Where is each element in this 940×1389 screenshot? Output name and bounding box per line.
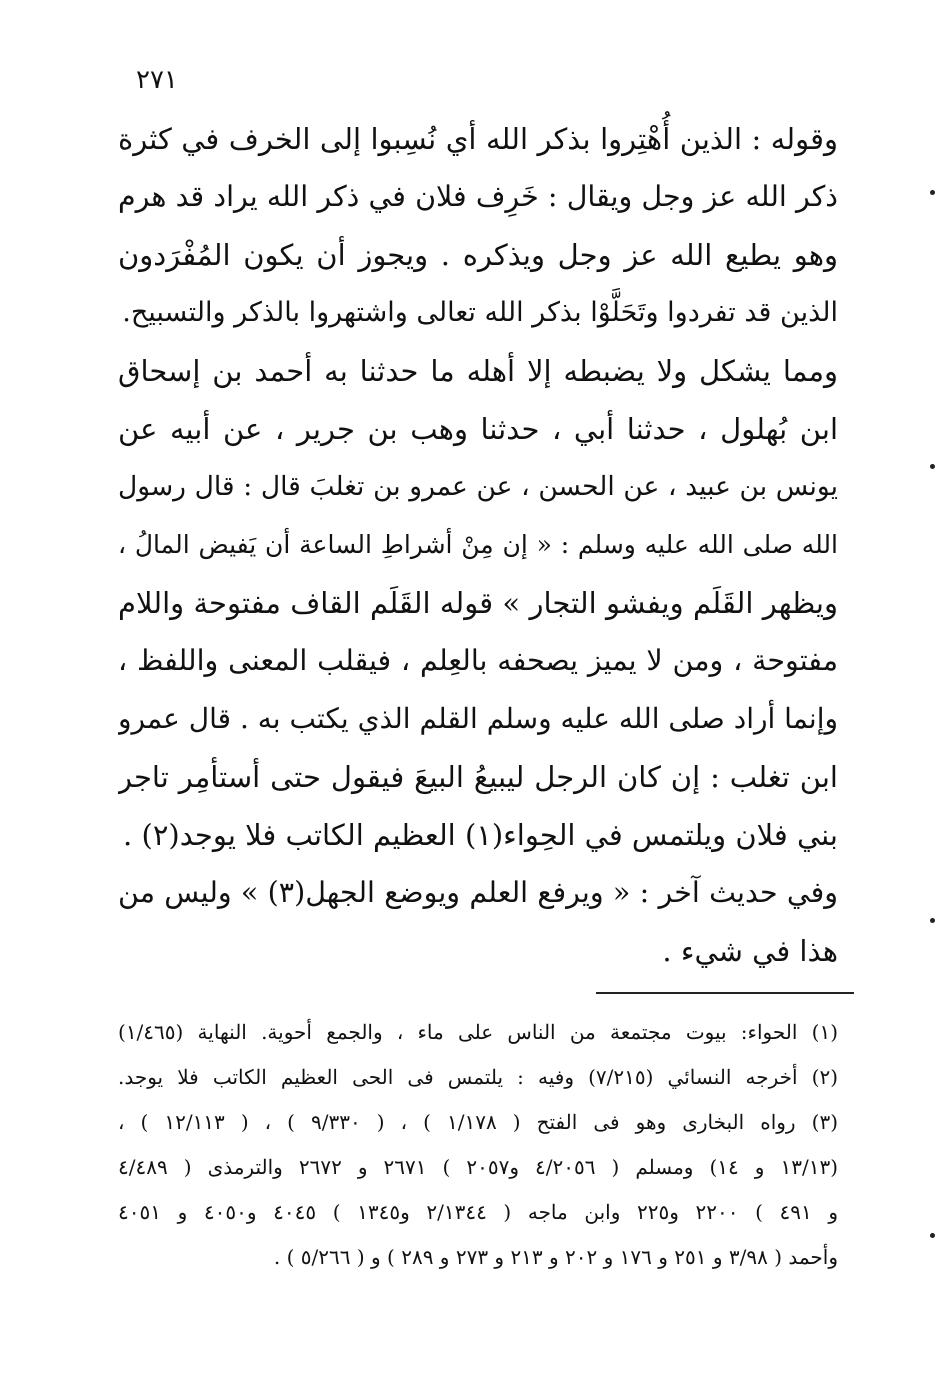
body-line: يونس بن عبيد ، عن الحسن ، عن عمرو بن تغلبَ قال : قال رسول: [118, 471, 838, 502]
body-line: ابن بُهلول ، حدثنا أبي ، حدثنا وهب بن جرير ، عن أبيه عن: [118, 412, 838, 446]
body-line: وهو يطيع الله عز وجل ويذكره . ويجوز أن يكون المُفْرَدون: [118, 238, 838, 272]
footnote-line: (١٣/١٣ و ١٤) ومسلم ( ٤/٢٠٥٦ و٢٠٥٧ ) ٢٦٧١ و ٢٦٧٢ والترمذى ( ٤/٤٨٩: [118, 1155, 838, 1179]
body-line: بني فلان ويلتمس في الحِواء(١) العظيم الكاتب فلا يوجد(٢) .: [123, 818, 838, 852]
footnotes: [118, 1010, 838, 1280]
body-line: الذين قد تفردوا وتَحَلَّوْا بذكر الله تعالى واشتهروا بالذكر والتسبيح.: [122, 297, 838, 328]
footnote-line: (٢) أخرجه النسائي (٧/٢١٥) وفيه : يلتمس فى الحى العظيم الكاتب فلا يوجد.: [118, 1065, 838, 1089]
body-line: هذا في شيء .: [662, 934, 838, 968]
body-line: الله صلى الله عليه وسلم : « إن مِنْ أشراطِ الساعة أن يَفيض المالُ ،: [118, 530, 838, 559]
page-number: ٢٧١: [136, 65, 178, 95]
body-line: ومما يشكل ولا يضبطه إلا أهله ما حدثنا به أحمد بن إسحاق: [118, 354, 838, 388]
margin-dot: [930, 918, 935, 923]
footnote-line: (١) الحواء: بيوت مجتمعة من الناس على ماء ، والجمع أحوية. النهاية (١/٤٦٥): [118, 1020, 838, 1044]
footnote-line: (٣) رواه البخارى وهو فى الفتح ( ١/١٧٨ ) ، ( ٩/٣٣٠ ) ، ( ١٢/١١٣ ) ،: [118, 1110, 838, 1134]
footnote-line: وأحمد ( ٣/٩٨ و ٢٥١ و ١٧٦ و ٢٠٢ و ٢١٣ و ٢٧٣ و ٢٨٩ ) و ( ٥/٢٦٦ ) .: [273, 1245, 838, 1269]
body-line: مفتوحة ، ومن لا يميز يصحفه بالعِلم ، فيقلب المعنى واللفظ ،: [118, 644, 838, 677]
body-line: وقوله : الذين أُهْتِروا بذكر الله أي نُسِبوا إلى الخرف في كثرة: [118, 122, 838, 156]
margin-dot: [930, 190, 935, 195]
body-line: ويظهر القَلَم ويفشو التجار » قوله القَلَم القاف مفتوحة واللام: [118, 586, 838, 620]
footnote-line: و ٤٩١ ) ٢٢٠٠ و٢٢٥ وابن ماجه ( ٢/١٣٤٤ و١٣٤٥ ) ٤٠٤٥ و٤٠٥٠ و ٤٠٥١: [118, 1200, 838, 1224]
margin-dot: [930, 464, 935, 469]
footnote-divider: [596, 992, 854, 994]
body-line: ذكر الله عز وجل ويقال : خَرِف فلان في ذكر الله يراد قد هرم: [118, 180, 838, 213]
body-line: وإنما أراد صلى الله عليه وسلم القلم الذي يكتب به . قال عمرو: [118, 702, 838, 735]
body-line: وفي حديث آخر : « ويرفع العلم ويوضع الجهل(٣) » وليس من: [118, 876, 838, 909]
body-text: [118, 110, 838, 980]
body-line: ابن تغلب : إن كان الرجل ليبيعُ البيعَ فيقول حتى أستأمِر تاجر: [118, 760, 838, 794]
margin-dot: [930, 1233, 935, 1238]
